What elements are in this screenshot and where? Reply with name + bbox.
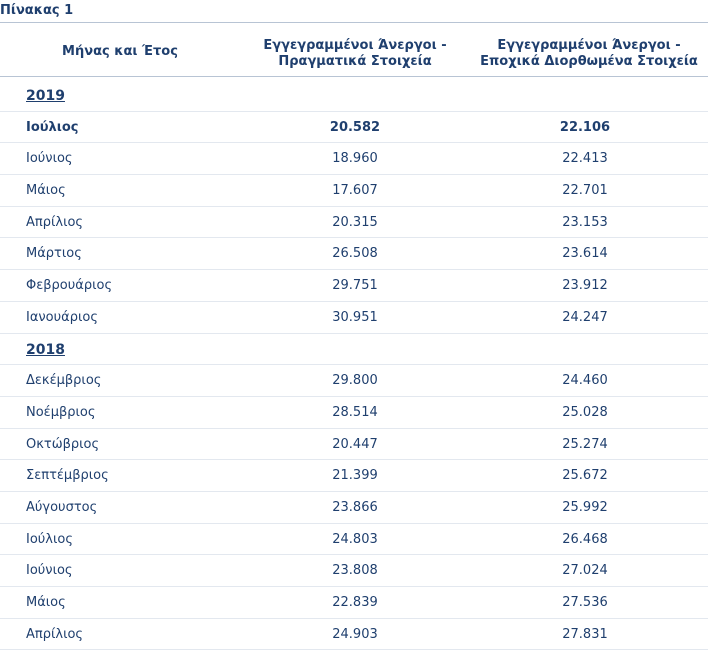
header-seasonal (470, 38, 708, 70)
seasonal-value-cell: 23.614 (562, 246, 608, 262)
month-cell: Νοέμβριος (26, 404, 96, 420)
actual-value-cell: 23.866 (332, 499, 378, 515)
seasonal-value-cell: 23.912 (562, 278, 608, 294)
actual-value-cell: 29.800 (332, 373, 378, 389)
month-cell: Δεκέμβριος (26, 373, 102, 389)
year-row (0, 334, 708, 366)
table-row (0, 270, 708, 302)
table-row (0, 238, 708, 270)
actual-value-cell: 26.508 (332, 246, 378, 262)
actual-value-cell: 20.447 (332, 436, 378, 452)
seasonal-value-cell: 25.028 (562, 404, 608, 420)
actual-value-cell: 20.315 (332, 214, 378, 230)
table-body (0, 80, 708, 650)
header-actual-line2: Πραγματικά Στοιχεία (278, 54, 432, 69)
table-row (0, 524, 708, 556)
actual-value-cell: 24.803 (332, 531, 378, 547)
month-cell: Ιανουάριος (26, 309, 98, 325)
year-label: 2018 (26, 341, 65, 358)
month-cell: Μάιος (26, 595, 66, 610)
month-cell: Απρίλιος (26, 626, 84, 642)
table-row (0, 460, 708, 492)
table-title: Πίνακας 1 (0, 3, 74, 18)
header-month-year-label: Μήνας και Έτος (62, 44, 178, 59)
header-actual (240, 38, 470, 70)
month-cell: Σεπτέμβριος (26, 468, 109, 484)
month-cell: Μάιος (26, 183, 66, 199)
table-row (0, 397, 708, 429)
table-header (0, 22, 708, 77)
month-cell: Φεβρουάριος (26, 278, 113, 294)
seasonal-value-cell: 27.536 (562, 595, 608, 610)
header-seasonal-line1: Εγγεγραμμένοι Άνεργοι - (497, 38, 681, 53)
header-seasonal-line2: Εποχικά Διορθωμένα Στοιχεία (480, 54, 698, 69)
seasonal-value-cell: 22.106 (559, 119, 611, 135)
seasonal-value-cell: 25.992 (562, 499, 608, 515)
actual-value-cell: 24.903 (332, 626, 378, 642)
actual-value-cell: 29.751 (332, 278, 378, 294)
seasonal-value-cell: 27.024 (562, 563, 608, 579)
table-row (0, 619, 708, 650)
actual-value-cell: 18.960 (332, 151, 378, 167)
seasonal-value-cell: 26.468 (562, 531, 608, 547)
actual-value-cell: 20.582 (329, 119, 381, 135)
table-row (0, 429, 708, 461)
month-cell: Ιούνιος (26, 151, 73, 167)
actual-value-cell: 17.607 (332, 183, 378, 199)
actual-value-cell: 30.951 (332, 309, 378, 325)
table-row (0, 143, 708, 175)
table-row (0, 365, 708, 397)
actual-value-cell: 22.839 (332, 595, 378, 610)
month-cell: Μάρτιος (26, 246, 82, 262)
month-cell: Αύγουστος (26, 499, 98, 515)
table-row (0, 492, 708, 524)
actual-value-cell: 23.808 (332, 563, 378, 579)
table-row (0, 555, 708, 587)
seasonal-value-cell: 22.701 (562, 183, 608, 199)
header-month-year (0, 44, 240, 60)
month-cell: Ιούλιος (26, 531, 73, 547)
table-row (0, 302, 708, 334)
header-actual-line1: Εγγεγραμμένοι Άνεργοι - (263, 38, 447, 53)
month-cell: Ιούνιος (26, 563, 73, 579)
table-row (0, 587, 708, 619)
year-row (0, 80, 708, 112)
table-row (0, 175, 708, 207)
seasonal-value-cell: 23.153 (562, 214, 608, 230)
seasonal-value-cell: 25.274 (562, 436, 608, 452)
actual-value-cell: 28.514 (332, 404, 378, 420)
seasonal-value-cell: 22.413 (562, 151, 608, 167)
month-cell: Ιούλιος (26, 119, 79, 135)
month-cell: Απρίλιος (26, 214, 84, 230)
table-row (0, 112, 708, 144)
seasonal-value-cell: 27.831 (562, 626, 608, 642)
year-label: 2019 (26, 88, 65, 104)
month-cell: Οκτώβριος (26, 436, 100, 452)
seasonal-value-cell: 24.247 (562, 309, 608, 325)
actual-value-cell: 21.399 (332, 468, 378, 484)
table-row (0, 207, 708, 239)
seasonal-value-cell: 25.672 (562, 468, 608, 484)
seasonal-value-cell: 24.460 (562, 373, 608, 389)
